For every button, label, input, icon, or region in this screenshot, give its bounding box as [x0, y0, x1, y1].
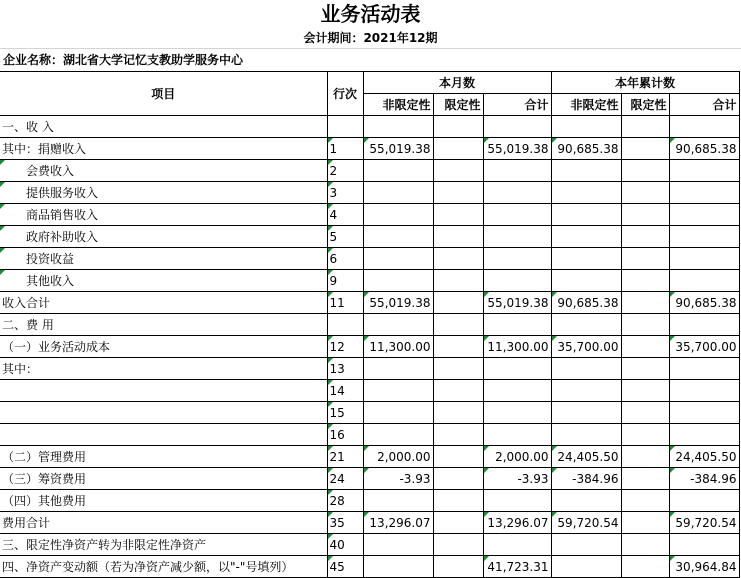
- cell-ytd-total[interactable]: 35,700.00: [669, 336, 739, 358]
- cell-item[interactable]: [0, 424, 327, 446]
- cell-item[interactable]: （一）业务活动成本: [0, 336, 327, 358]
- table-row: [0, 336, 739, 358]
- cell-month-unrestricted[interactable]: [363, 248, 433, 270]
- cell-ytd-total[interactable]: [669, 402, 739, 424]
- cell-month-unrestricted[interactable]: [363, 182, 433, 204]
- cell-month-unrestricted[interactable]: [363, 490, 433, 512]
- cell-item[interactable]: 其中：: [0, 358, 327, 380]
- cell-ytd-total[interactable]: 90,685.38: [669, 138, 739, 160]
- cell-month-total[interactable]: [483, 380, 551, 402]
- cell-ytd-unrestricted[interactable]: 59,720.54: [551, 512, 621, 534]
- cell-ytd-total[interactable]: [669, 182, 739, 204]
- cell-month-restricted[interactable]: [433, 534, 483, 556]
- cell-ytd-restricted[interactable]: [621, 314, 669, 336]
- header-ytd[interactable]: 本年累计数: [551, 72, 739, 94]
- cell-month-total[interactable]: [483, 248, 551, 270]
- cell-month-unrestricted[interactable]: [363, 402, 433, 424]
- cell-line[interactable]: 3: [327, 182, 363, 204]
- table-row: [0, 358, 739, 380]
- cell-ytd-restricted[interactable]: [621, 292, 669, 314]
- cell-line[interactable]: 9: [327, 270, 363, 292]
- cell-ytd-total[interactable]: [669, 248, 739, 270]
- cell-ytd-total[interactable]: [669, 534, 739, 556]
- cell-item[interactable]: 收入合计: [0, 292, 327, 314]
- header-ytd-total[interactable]: 合计: [669, 94, 739, 116]
- cell-ytd-unrestricted[interactable]: [551, 402, 621, 424]
- cell-ytd-total[interactable]: [669, 424, 739, 446]
- cell-ytd-total[interactable]: 30,964.84: [669, 556, 739, 578]
- cell-month-total[interactable]: [483, 402, 551, 424]
- cell-month-unrestricted[interactable]: [363, 116, 433, 138]
- cell-month-unrestricted[interactable]: [363, 534, 433, 556]
- cell-item[interactable]: （四）其他费用: [0, 490, 327, 512]
- cell-item[interactable]: （二）管理费用: [0, 446, 327, 468]
- cell-month-total[interactable]: 11,300.00: [483, 336, 551, 358]
- cell-line[interactable]: 35: [327, 512, 363, 534]
- cell-ytd-restricted[interactable]: [621, 226, 669, 248]
- header-item[interactable]: 项目: [0, 72, 327, 116]
- table-row: [0, 314, 739, 336]
- cell-month-restricted[interactable]: [433, 468, 483, 490]
- cell-ytd-restricted[interactable]: [621, 336, 669, 358]
- cell-ytd-total[interactable]: 59,720.54: [669, 512, 739, 534]
- cell-month-unrestricted[interactable]: [363, 556, 433, 578]
- cell-month-restricted[interactable]: [433, 380, 483, 402]
- header-ytd-restricted[interactable]: 限定性: [621, 94, 669, 116]
- cell-ytd-total[interactable]: [669, 314, 739, 336]
- cell-month-unrestricted[interactable]: 11,300.00: [363, 336, 433, 358]
- cell-month-unrestricted[interactable]: [363, 314, 433, 336]
- activity-table: [0, 71, 740, 578]
- cell-ytd-unrestricted[interactable]: [551, 160, 621, 182]
- cell-line[interactable]: 28: [327, 490, 363, 512]
- cell-month-unrestricted[interactable]: [363, 226, 433, 248]
- cell-ytd-unrestricted[interactable]: [551, 424, 621, 446]
- cell-month-unrestricted[interactable]: [363, 270, 433, 292]
- cell-month-total[interactable]: 13,296.07: [483, 512, 551, 534]
- header-ytd-unrestricted[interactable]: 非限定性: [551, 94, 621, 116]
- cell-ytd-restricted[interactable]: [621, 270, 669, 292]
- cell-ytd-restricted[interactable]: [621, 468, 669, 490]
- cell-ytd-restricted[interactable]: [621, 248, 669, 270]
- table-row: [0, 226, 739, 248]
- cell-ytd-restricted[interactable]: [621, 138, 669, 160]
- cell-month-total[interactable]: [483, 358, 551, 380]
- accounting-period: 会计期间：2021年12期: [303, 31, 438, 45]
- table-row: [0, 424, 739, 446]
- cell-line[interactable]: 45: [327, 556, 363, 578]
- cell-month-restricted[interactable]: [433, 446, 483, 468]
- cell-month-restricted[interactable]: [433, 204, 483, 226]
- cell-month-total[interactable]: -3.93: [483, 468, 551, 490]
- cell-ytd-restricted[interactable]: [621, 446, 669, 468]
- table-row: [0, 534, 739, 556]
- cell-ytd-total[interactable]: -384.96: [669, 468, 739, 490]
- cell-month-restricted[interactable]: [433, 424, 483, 446]
- cell-ytd-unrestricted[interactable]: [551, 226, 621, 248]
- cell-month-unrestricted[interactable]: [363, 380, 433, 402]
- header-month-unrestricted[interactable]: 非限定性: [363, 94, 433, 116]
- cell-item[interactable]: 投资收益: [0, 248, 327, 270]
- cell-item[interactable]: 一、收 入: [0, 116, 327, 138]
- cell-month-total[interactable]: [483, 490, 551, 512]
- cell-ytd-unrestricted[interactable]: [551, 270, 621, 292]
- cell-line[interactable]: 16: [327, 424, 363, 446]
- cell-ytd-restricted[interactable]: [621, 512, 669, 534]
- cell-ytd-total[interactable]: [669, 160, 739, 182]
- cell-ytd-restricted[interactable]: [621, 182, 669, 204]
- cell-line[interactable]: [327, 314, 363, 336]
- cell-month-unrestricted[interactable]: -3.93: [363, 468, 433, 490]
- cell-line[interactable]: 40: [327, 534, 363, 556]
- table-row: [0, 292, 739, 314]
- cell-ytd-unrestricted[interactable]: [551, 358, 621, 380]
- cell-item[interactable]: 费用合计: [0, 512, 327, 534]
- cell-line[interactable]: 12: [327, 336, 363, 358]
- cell-line[interactable]: [327, 116, 363, 138]
- cell-month-restricted[interactable]: [433, 270, 483, 292]
- cell-ytd-unrestricted[interactable]: -384.96: [551, 468, 621, 490]
- cell-item[interactable]: 政府补助收入: [0, 226, 327, 248]
- cell-month-total[interactable]: 2,000.00: [483, 446, 551, 468]
- table-row: [0, 204, 739, 226]
- table-row: [0, 270, 739, 292]
- cell-item[interactable]: 提供服务收入: [0, 182, 327, 204]
- cell-month-restricted[interactable]: [433, 556, 483, 578]
- table-row: [0, 380, 739, 402]
- table-row: [0, 182, 739, 204]
- report-title: 业务活动表: [320, 2, 421, 26]
- cell-ytd-restricted[interactable]: [621, 160, 669, 182]
- header-line[interactable]: 行次: [327, 72, 363, 116]
- cell-ytd-unrestricted[interactable]: 90,685.38: [551, 138, 621, 160]
- cell-ytd-total[interactable]: [669, 358, 739, 380]
- cell-ytd-unrestricted[interactable]: [551, 116, 621, 138]
- cell-item[interactable]: 会费收入: [0, 160, 327, 182]
- cell-line[interactable]: 13: [327, 358, 363, 380]
- cell-line[interactable]: 4: [327, 204, 363, 226]
- cell-month-restricted[interactable]: [433, 512, 483, 534]
- header-month-total[interactable]: 合计: [483, 94, 551, 116]
- cell-line[interactable]: 24: [327, 468, 363, 490]
- cell-ytd-unrestricted[interactable]: [551, 204, 621, 226]
- cell-ytd-total[interactable]: [669, 270, 739, 292]
- cell-line[interactable]: 5: [327, 226, 363, 248]
- cell-month-restricted[interactable]: [433, 314, 483, 336]
- cell-month-restricted[interactable]: [433, 160, 483, 182]
- cell-month-total[interactable]: [483, 160, 551, 182]
- cell-ytd-restricted[interactable]: [621, 380, 669, 402]
- cell-month-unrestricted[interactable]: [363, 204, 433, 226]
- cell-month-unrestricted[interactable]: [363, 358, 433, 380]
- cell-item[interactable]: 四、净资产变动额（若为净资产减少额，以"-"号填列）: [0, 556, 327, 578]
- cell-month-unrestricted[interactable]: 55,019.38: [363, 138, 433, 160]
- cell-ytd-unrestricted[interactable]: 90,685.38: [551, 292, 621, 314]
- table-row: [0, 248, 739, 270]
- cell-month-restricted[interactable]: [433, 226, 483, 248]
- cell-month-total[interactable]: [483, 204, 551, 226]
- cell-month-restricted[interactable]: [433, 292, 483, 314]
- cell-month-unrestricted[interactable]: 55,019.38: [363, 292, 433, 314]
- table-row: [0, 116, 739, 138]
- cell-month-total[interactable]: [483, 182, 551, 204]
- cell-month-unrestricted[interactable]: [363, 424, 433, 446]
- cell-ytd-unrestricted[interactable]: [551, 556, 621, 578]
- cell-month-restricted[interactable]: [433, 402, 483, 424]
- cell-ytd-restricted[interactable]: [621, 556, 669, 578]
- cell-ytd-unrestricted[interactable]: 35,700.00: [551, 336, 621, 358]
- cell-month-restricted[interactable]: [433, 336, 483, 358]
- cell-month-restricted[interactable]: [433, 490, 483, 512]
- table-row: [0, 512, 739, 534]
- table-row: [0, 138, 739, 160]
- cell-item[interactable]: 其中：捐赠收入: [0, 138, 327, 160]
- gridline: [0, 48, 741, 49]
- cell-ytd-restricted[interactable]: [621, 204, 669, 226]
- cell-month-total[interactable]: [483, 226, 551, 248]
- cell-month-restricted[interactable]: [433, 182, 483, 204]
- cell-item[interactable]: 其他收入: [0, 270, 327, 292]
- cell-ytd-restricted[interactable]: [621, 534, 669, 556]
- cell-ytd-total[interactable]: [669, 204, 739, 226]
- cell-month-total[interactable]: 41,723.31: [483, 556, 551, 578]
- cell-line[interactable]: 2: [327, 160, 363, 182]
- cell-ytd-total[interactable]: [669, 490, 739, 512]
- cell-item[interactable]: [0, 380, 327, 402]
- cell-line[interactable]: 6: [327, 248, 363, 270]
- cell-ytd-unrestricted[interactable]: [551, 380, 621, 402]
- cell-ytd-restricted[interactable]: [621, 358, 669, 380]
- cell-month-unrestricted[interactable]: 13,296.07: [363, 512, 433, 534]
- cell-ytd-unrestricted[interactable]: [551, 490, 621, 512]
- cell-line[interactable]: 11: [327, 292, 363, 314]
- cell-ytd-unrestricted[interactable]: [551, 248, 621, 270]
- cell-line[interactable]: 21: [327, 446, 363, 468]
- cell-month-total[interactable]: [483, 534, 551, 556]
- cell-item[interactable]: （三）筹资费用: [0, 468, 327, 490]
- cell-month-total[interactable]: 55,019.38: [483, 138, 551, 160]
- header-month-restricted[interactable]: 限定性: [433, 94, 483, 116]
- cell-ytd-unrestricted[interactable]: 24,405.50: [551, 446, 621, 468]
- cell-ytd-unrestricted[interactable]: [551, 534, 621, 556]
- table-row: [0, 160, 739, 182]
- cell-ytd-total[interactable]: [669, 116, 739, 138]
- cell-line[interactable]: 1: [327, 138, 363, 160]
- table-row: [0, 556, 739, 578]
- cell-ytd-total[interactable]: 24,405.50: [669, 446, 739, 468]
- cell-item[interactable]: 商品销售收入: [0, 204, 327, 226]
- cell-line[interactable]: 15: [327, 402, 363, 424]
- cell-month-restricted[interactable]: [433, 248, 483, 270]
- cell-month-restricted[interactable]: [433, 358, 483, 380]
- cell-month-restricted[interactable]: [433, 116, 483, 138]
- cell-month-total[interactable]: [483, 424, 551, 446]
- cell-month-restricted[interactable]: [433, 138, 483, 160]
- cell-ytd-restricted[interactable]: [621, 490, 669, 512]
- table-row: [0, 446, 739, 468]
- table-row: [0, 468, 739, 490]
- cell-month-total[interactable]: [483, 314, 551, 336]
- header-month[interactable]: 本月数: [363, 72, 551, 94]
- cell-item[interactable]: 二、费 用: [0, 314, 327, 336]
- cell-ytd-restricted[interactable]: [621, 116, 669, 138]
- cell-line[interactable]: 14: [327, 380, 363, 402]
- table-row: [0, 490, 739, 512]
- cell-item[interactable]: [0, 402, 327, 424]
- cell-month-unrestricted[interactable]: [363, 160, 433, 182]
- cell-ytd-unrestricted[interactable]: [551, 314, 621, 336]
- cell-ytd-total[interactable]: [669, 380, 739, 402]
- cell-ytd-restricted[interactable]: [621, 402, 669, 424]
- cell-ytd-restricted[interactable]: [621, 424, 669, 446]
- cell-month-unrestricted[interactable]: 2,000.00: [363, 446, 433, 468]
- cell-month-total[interactable]: [483, 270, 551, 292]
- cell-ytd-unrestricted[interactable]: [551, 182, 621, 204]
- cell-ytd-total[interactable]: 90,685.38: [669, 292, 739, 314]
- cell-item[interactable]: 三、限定性净资产转为非限定性净资产: [0, 534, 327, 556]
- cell-month-total[interactable]: 55,019.38: [483, 292, 551, 314]
- cell-ytd-total[interactable]: [669, 226, 739, 248]
- table-row: [0, 402, 739, 424]
- cell-month-total[interactable]: [483, 116, 551, 138]
- organization-name: 企业名称：湖北省大学记忆支教助学服务中心: [3, 53, 244, 67]
